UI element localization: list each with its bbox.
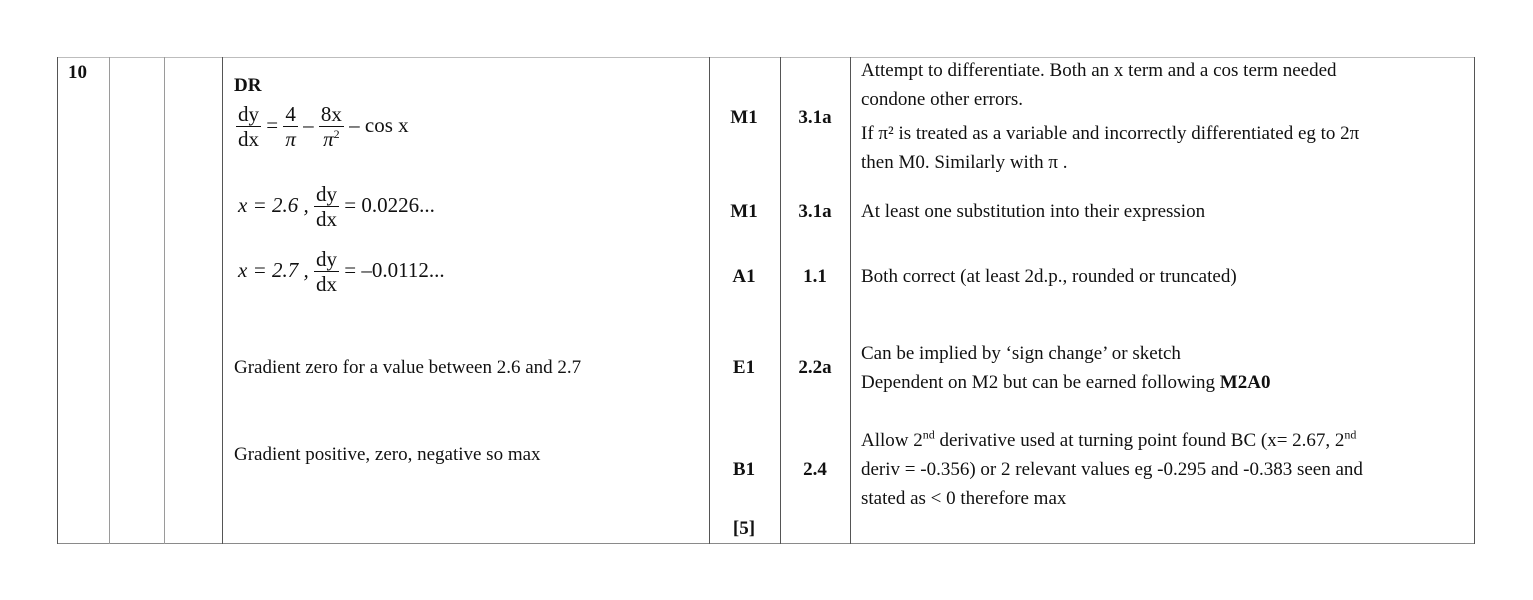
total-marks: [5] [732,518,756,539]
guidance-line: Attempt to differentiate. Both an x term and a cos term needed [861,60,1337,81]
eight-x-over-pi-squared: $\frac{8x}{\pi^2}$ [320,102,342,151]
guidance-line: condone other errors. [861,89,1023,110]
guidance-line: Allow 2nd derivative used at turning point found BC (x= 2.67, 2nd [861,427,1357,451]
column-divider [222,57,223,544]
mark-m1: M1 [730,107,758,128]
ao-ref: 2.2a [798,357,832,378]
dy-dx-fraction: $\frac{dy}{dx}$ [238,102,259,151]
ao-ref: 3.1a [798,107,832,128]
column-divider [109,57,110,544]
mark-e1: E1 [732,357,756,378]
guidance-line: deriv = -0.356) or 2 relevant values eg -0.295 and -0.383 seen and [861,459,1363,480]
mark-b1: B1 [732,459,756,480]
substitution-2-7: x = 2.7 , $\frac{dy}{dx}$ = –0.0112... [238,247,445,296]
column-divider [57,57,58,544]
ao-ref: 1.1 [803,266,827,287]
column-divider [164,57,165,544]
answer-text: Gradient positive, zero, negative so max [234,444,541,465]
guidance-line: Both correct (at least 2d.p., rounded or truncated) [861,266,1237,287]
question-number: 10 [68,62,87,83]
guidance-line: stated as < 0 therefore max [861,488,1067,509]
guidance-line: then M0. Similarly with π . [861,152,1068,173]
substitution-2-6: x = 2.6 , $\frac{dy}{dx}$ = 0.0226... [238,182,435,231]
dy-dx-fraction: $\frac{dy}{dx}$ [316,247,337,296]
mark-a1: A1 [732,266,756,287]
guidance-line: If π² is treated as a variable and incorrectly differentiated eg to 2π [861,123,1360,144]
mark-m1: M1 [730,201,758,222]
ao-ref: 2.4 [803,459,827,480]
answer-text: Gradient zero for a value between 2.6 and 2.7 [234,357,582,378]
dy-dx-fraction: $\frac{dy}{dx}$ [316,182,337,231]
column-divider [1474,57,1475,544]
section-label: DR [234,75,262,96]
four-over-pi: $\frac{4}{\pi}$ [285,102,296,151]
ao-ref: 3.1a [798,201,832,222]
guidance-line: At least one substitution into their expression [861,201,1206,222]
column-divider [850,57,851,544]
guidance-line: Dependent on M2 but can be earned following M2A0 [861,372,1271,393]
derivative-expression: $\frac{dy}{dx}$ = $\frac{4}{\pi}$ – $\frac{8x}{\pi^2}$ – cos x [238,102,409,151]
guidance-line: Can be implied by ‘sign change’ or sketch [861,343,1181,364]
